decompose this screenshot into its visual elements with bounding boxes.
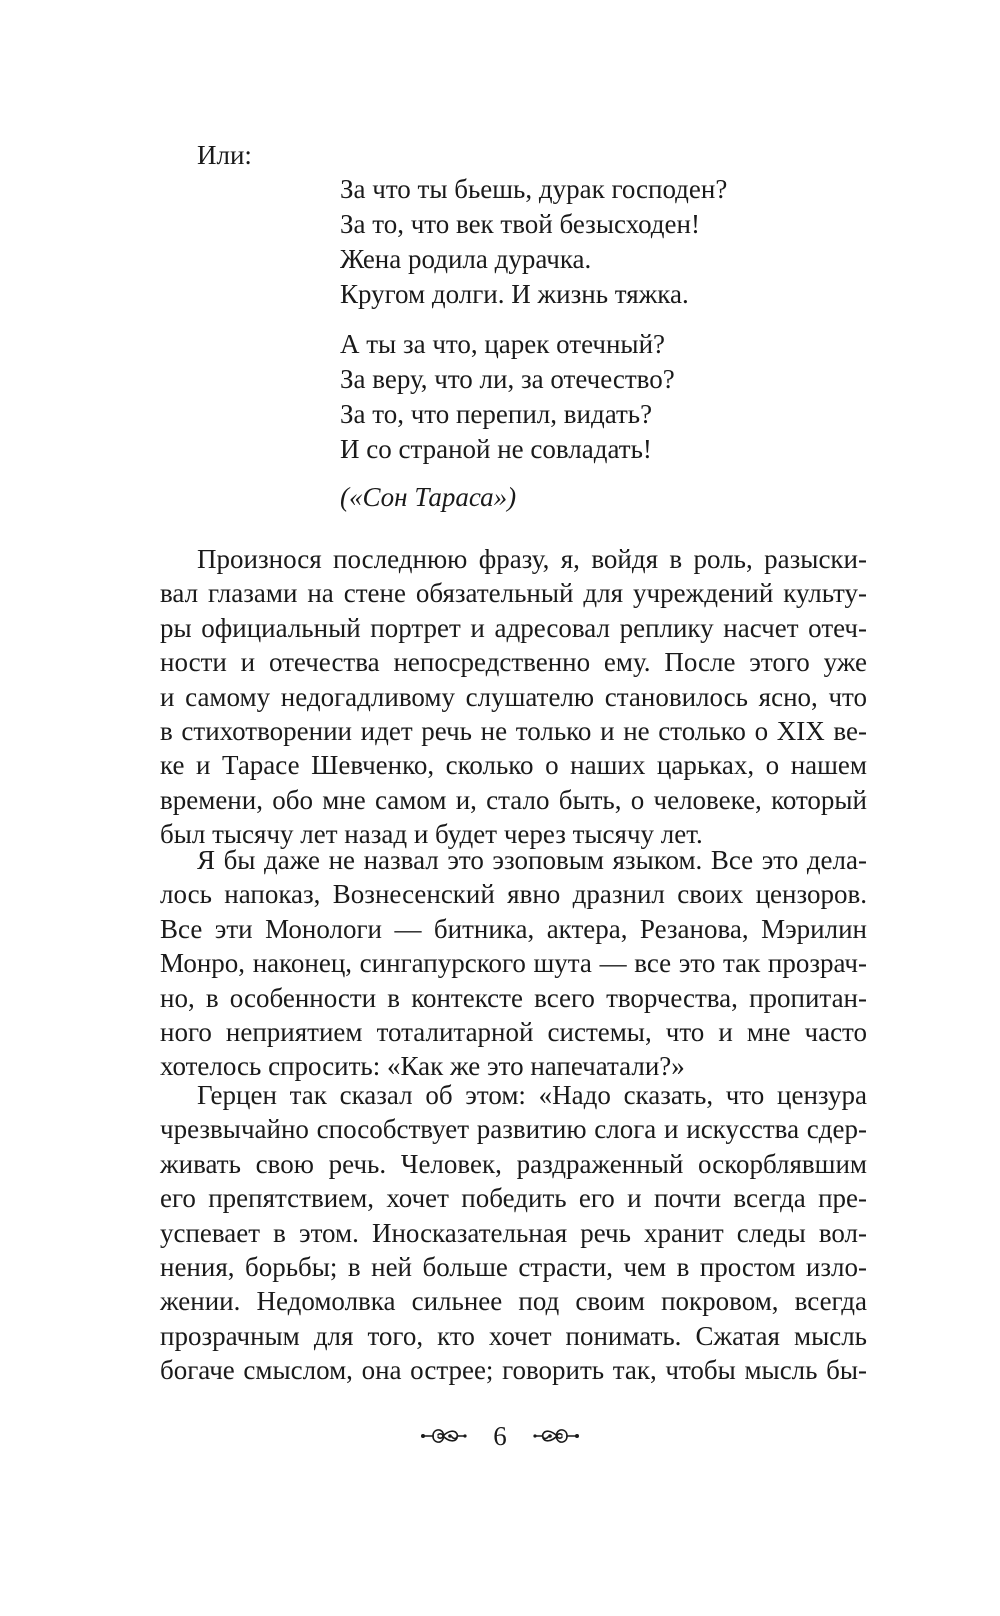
paragraph-2 [160,843,867,1084]
paragraph-line: его препятствием, хочет победить его и почти всегда пре- [160,1183,867,1214]
paragraph-line: успевает в этом. Иносказательная речь хранит следы вол- [160,1217,867,1248]
floral-ornament-icon [531,1423,581,1449]
poem-source: («Сон Тараса») [340,482,517,512]
paragraph-line: живать свою речь. Человек, раздраженный оскорблявшим [160,1148,867,1179]
poem-stanza-2 [340,327,675,467]
paragraph-line: ке и Тарасе Шевченко, сколько о наших царьках, о нашем [160,750,867,781]
paragraph-line: времени, обо мне самом и, стало быть, о человеке, который [160,784,867,815]
paragraph-line: но, в особенности в контексте всего творчества, пропитан- [160,982,867,1013]
paragraph-line: хотелось спросить: «Как же это напечатали?» [160,1051,685,1082]
paragraph-line: прозрачным для того, кто хочет понимать. Сжатая мысль [160,1320,867,1351]
poem-line: За веру, что ли, за отечество? [340,364,675,394]
poem-stanza-1 [340,172,727,312]
poem-line: За что ты бьешь, дурак господен? [340,174,728,204]
paragraph-line: нения, борьбы; в ней больше страсти, чем в простом изло- [160,1252,867,1283]
paragraph-line: Монро, наконец, сингапурского шута — все это так прозрач- [160,948,867,979]
poem-line: Кругом долги. И жизнь тяжка. [340,279,689,309]
page-number: 6 [493,1421,507,1451]
paragraph-line: ности и отечества непосредственно ему. После этого уже [160,647,867,678]
poem-line: И со страной не совладать! [340,434,652,464]
paragraph-line: Все эти Монологи — битника, актера, Резанова, Мэрилин [160,913,867,944]
paragraph-line: ры официальный портрет и адресовал реплику насчет отеч- [160,612,867,643]
paragraph-line: Герцен так сказал об этом: «Надо сказать, что цензура [197,1080,867,1110]
poem-line: Жена родила дурачка. [340,244,592,274]
floral-ornament-icon [419,1423,469,1449]
paragraph-line: богаче смыслом, она острее; говорить так, чтобы мысль бы- [160,1355,867,1386]
poem-line: За то, что век твой безысходен! [340,209,700,239]
paragraph-line: жении. Недомолвка сильнее под своим покровом, всегда [160,1286,867,1317]
intro-text: Или: [197,140,252,170]
paragraph-line: Произнося последнюю фразу, я, войдя в роль, разыски- [197,544,867,574]
paragraph-3 [160,1078,867,1388]
paragraph-line: лось напоказ, Вознесенский явно дразнил своих цензоров. [160,879,867,910]
paragraph-line: в стихотворении идет речь не только и не столько о XIX ве- [160,716,867,747]
paragraph-line: Я бы даже не назвал это эзоповым языком. Все это дела- [197,845,867,875]
paragraph-1 [160,542,867,852]
poem-line: За то, что перепил, видать? [340,399,653,429]
poem-line: А ты за что, царек отечный? [340,329,666,359]
paragraph-line: ного неприятием тоталитарной системы, что и мне часто [160,1017,867,1048]
paragraph-line: и самому недогадливому слушателю становилось ясно, что [160,681,867,712]
paragraph-line: чрезвычайно способствует развитию слога и искусства сдер- [160,1114,867,1145]
page-footer [0,1416,1000,1456]
paragraph-line: был тысячу лет назад и будет через тысячу лет. [160,819,703,850]
paragraph-line: вал глазами на стене обязательный для учреждений культу- [160,578,867,609]
